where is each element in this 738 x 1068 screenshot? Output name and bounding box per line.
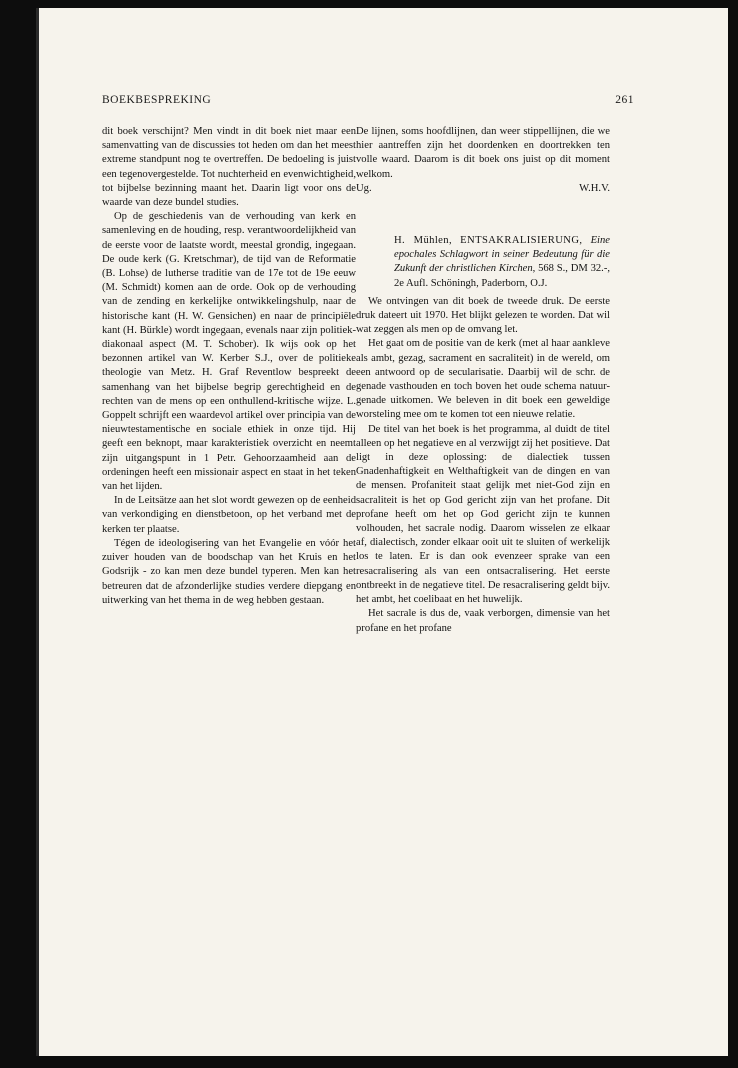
citation-subtitle: Eine epochales Schlagwort in seiner Bedeutung für die Zukunft der christlichen Kirchen, bbox=[394, 235, 610, 275]
running-title: BOEKBESPREKING bbox=[102, 94, 212, 106]
citation-author: H. Mühlen, bbox=[394, 235, 453, 247]
paragraph: Tégen de ideologisering van het Evangelie en vóór het zuiver houden van de boodschap van het Kruis en het Godsrijk - zo kan men deze bundel typeren. Men kan het betreuren dat de afzonderlijke studies verdere diepgang en uitwerking van het thema in de weg hebben gestaan. bbox=[102, 537, 356, 606]
left-column bbox=[102, 125, 356, 608]
paragraph: Het sacrale is dus de, vaak verborgen, dimensie van het profane en het profane bbox=[356, 608, 610, 634]
paragraph: In de Leitsätze aan het slot wordt gewezen op de eenheid van verkondiging en dienstbetoon, op het verband met de kerken ter plaatse. bbox=[102, 495, 356, 535]
paragraph: Op de geschiedenis van de verhouding van kerk en samenleving en de houding, resp. verantwoordelijkheid van de eerste voor de laatste wordt, meestal grondig, ingegaan. De oude kerk (G. Kretschmar), de tijd van de Reformatie (B. Lohse) de lutherse traditie van de 17e tot de 19e eeuw (M. Schmidt) komen aan de orde. Ook op de verhouding van de zending en kerkelijke ontwikkelingshulp, naar de historische kant (H. W. Gensichen) en naar de principiële kant (H. Bürkle) wordt ingegaan, evenals naar zijn politiek-diakonaal aspect (M. T. Schober). Ik wijs ook op het bezonnen artikel van W. Kerber S.J., over de politieke theologie van Metz. H. Graf Reventlow bespreekt de samenhang van het bijbelse begrip gerechtigheid en de rechten van de mens op een onthullend-kritische wijze. L. Goppelt schrijft een waardevol artikel over principia van de nieuwtestamentische en sociale ethiek in onze tijd. Hij geeft een beknopt, maar karakteristiek overzicht en neemt zijn uitgangspunt in 1 Petr. Gehoorzaamheid aan de ordeningen heeft een missionair aspect en staat in het teken van het lijden. bbox=[102, 211, 356, 493]
paragraph: De lijnen, soms hoofdlijnen, dan weer stippellijnen, die we hier aantreffen zijn het doordenken en doortrekken ten volle waard. Daarom is dit boek ons juist op dit moment welkom. bbox=[356, 126, 610, 180]
citation-title: ENTSAKRALISIERUNG, bbox=[460, 235, 583, 247]
page-header bbox=[102, 94, 634, 110]
citation-details: 568 S., DM 32.-, 2e Aufl. Schöningh, Paderborn, O.J. bbox=[394, 263, 610, 289]
book-citation bbox=[356, 234, 610, 291]
page-number: 261 bbox=[615, 94, 634, 106]
paragraph: De titel van het boek is het programma, al duidt de titel alleen op het negatieve en al verzwijgt zij het positieve. Dat ligt in deze oplossing: de dialectiek tussen Gnadenhaftigkeit en Welthaftigkeit van de dingen en van de mensen. Profaniteit staat gelijk met niet-God zijn en sacraliteit is het op God gericht zijn van het profane. Dit profane heeft om het op God gericht zijn te kunnen volhouden, het sacrale nodig. Daarom wisselen ze elkaar af, dialectisch, zonder elkaar ooit uit te sluiten of werkelijk los te laten. Er is dan ook evenzeer sprake van een resacralisering als van een ontsacralisering. Het eerste ontbreekt in de negatieve titel. De resacralisering geldt bijv. het ambt, het coelibaat en het huwelijk. bbox=[356, 423, 610, 606]
review-signature bbox=[356, 182, 610, 196]
paragraph: dit boek verschijnt? Men vindt in dit boek niet maar een samenvatting van de discussies tot heden om dan het meest extreme standpunt nog te overtreffen. De bedoeling is juist een tegenovergestelde. Tot nuchterheid en evenwichtigheid, tot bijbelse bezinning maant het. Daarin ligt voor ons de waarde van deze bundel studies. bbox=[102, 126, 356, 209]
book-review-page bbox=[36, 8, 728, 1056]
signature-initials: W.H.V. bbox=[579, 182, 610, 194]
right-column bbox=[356, 125, 610, 636]
paragraph: Het gaat om de positie van de kerk (met al haar aankleve als ambt, gezag, sacrament en sacraliteit) in de wereld, om een antwoord op de secularisatie. Daarbij wil de schr. de genade vasthouden en toch boven het oude schema natuur-genade uitkomen. We beleven in dit boek een geweldige worsteling mee om te komen tot een nieuwe relatie. bbox=[356, 338, 610, 421]
signature-place: Ug. bbox=[356, 182, 372, 194]
paragraph: We ontvingen van dit boek de tweede druk. De eerste druk dateert uit 1970. Het blijkt gelezen te worden. Dat wil wat zeggen als men op de omvang let. bbox=[356, 295, 610, 336]
